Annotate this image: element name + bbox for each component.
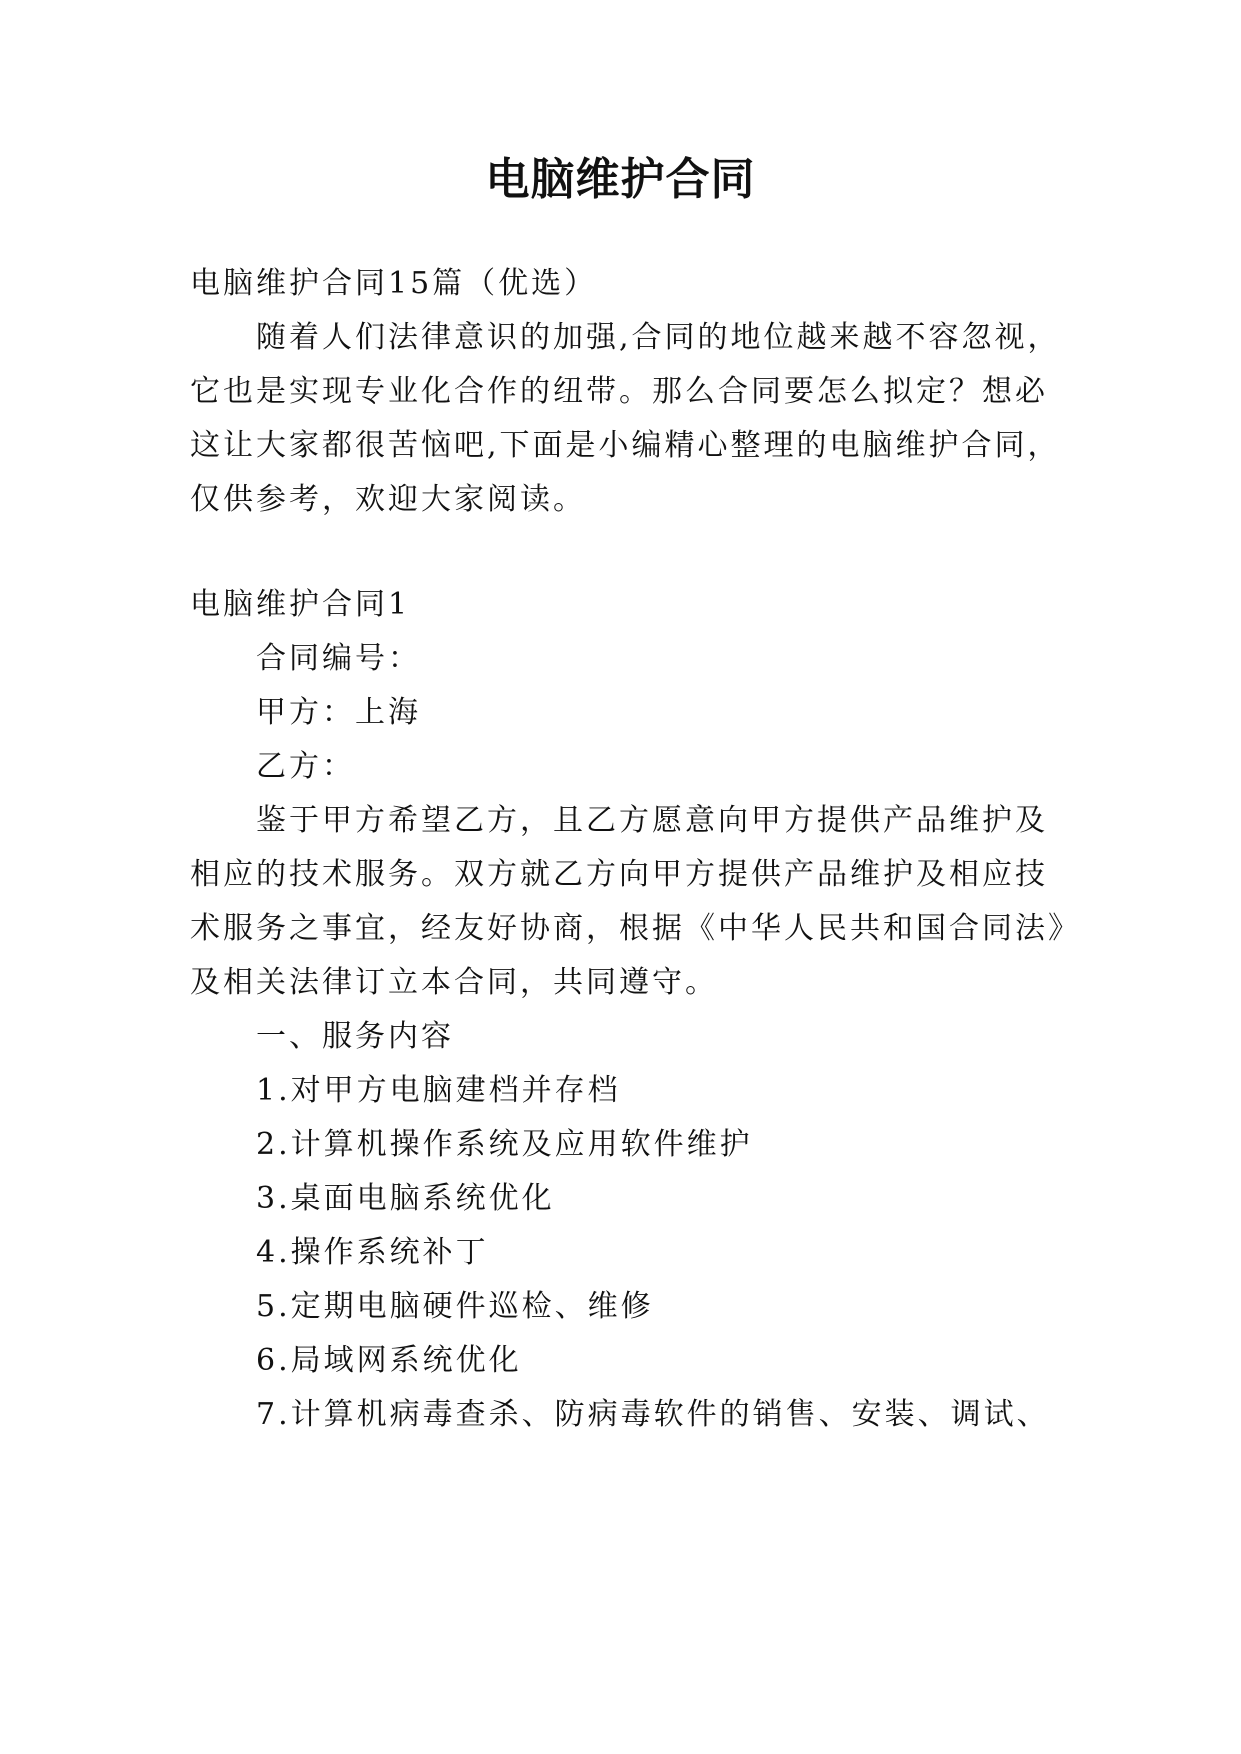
preamble-line-3: 术服务之事宜，经友好协商，根据《中华人民共和国合同法》	[190, 911, 1081, 946]
document-title: 电脑维护合同	[485, 154, 756, 205]
intro-line-3: 这让大家都很苦恼吧,下面是小编精心整理的电脑维护合同，	[190, 428, 1061, 463]
preamble-line-4: 及相关法律订立本合同，共同遵守。	[190, 965, 718, 1000]
section-heading: 电脑维护合同1	[190, 587, 411, 622]
party-b-label: 乙方：	[256, 749, 355, 784]
service-item: 4.操作系统补丁	[256, 1235, 489, 1270]
document-subtitle: 电脑维护合同15篇（优选）	[190, 266, 598, 301]
preamble-line-1: 鉴于甲方希望乙方，且乙方愿意向甲方提供产品维护及	[256, 803, 1048, 838]
intro-line-1: 随着人们法律意识的加强,合同的地位越来越不容忽视，	[256, 320, 1061, 355]
contract-number-label: 合同编号：	[256, 641, 421, 676]
service-item: 1.对甲方电脑建档并存档	[256, 1073, 621, 1108]
intro-line-4: 仅供参考，欢迎大家阅读。	[190, 482, 586, 517]
service-item: 7.计算机病毒查杀、防病毒软件的销售、安装、调试、	[256, 1397, 1050, 1432]
service-item: 6.局域网系统优化	[256, 1343, 522, 1378]
service-item: 3.桌面电脑系统优化	[256, 1181, 555, 1216]
intro-line-2: 它也是实现专业化合作的纽带。那么合同要怎么拟定？想必	[190, 374, 1048, 409]
service-item: 5.定期电脑硬件巡检、维修	[256, 1289, 654, 1324]
preamble-line-2: 相应的技术服务。双方就乙方向甲方提供产品维护及相应技	[190, 857, 1048, 892]
service-heading: 一、服务内容	[256, 1019, 454, 1054]
service-item: 2.计算机操作系统及应用软件维护	[256, 1127, 753, 1162]
party-a-label: 甲方：上海	[256, 695, 421, 730]
